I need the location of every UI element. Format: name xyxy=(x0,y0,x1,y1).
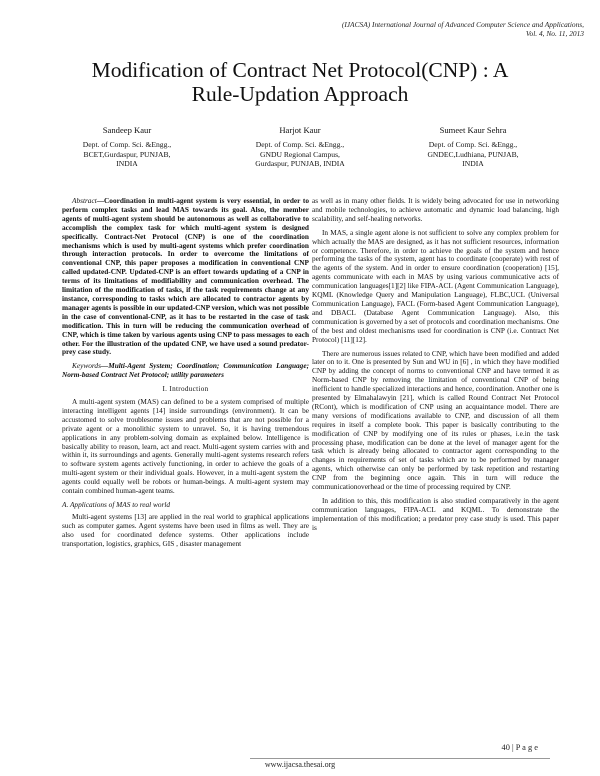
body-paragraph: In MAS, a single agent alone is not sufficient to solve any complex problem for which actually the MAS are designed, as it has not sufficient resources, information or competence. Therefore, in order to achieve the goals of the system and hence performing the tasks of the system, agent has to coordinate (cooperate) with rest of the agents of the system. And in order to ensure coordination (cooperation) [15], agents communicate with each in MAS by using various communicative acts of communication languages[1][2] like FIPA-ACL (Agent Communication Language), KQML (Knowledge Query and Manipulation Language), FLBC,UCL (Universal Communication Language), FACL (Form-based Agent Communication Language), and DBACL (Database Agent Communication Language). Also, this communication is governed by a set of protocols and coordination mechanisms. One of the best and oldest mechanisms used for coordination is CNP (i.e. Contract Net Protocol) [11][12]. xyxy=(312,227,559,344)
title-line-1: Modification of Contract Net Protocol(CNP) : A xyxy=(91,58,509,82)
page-number: 40 | P a g e xyxy=(501,743,538,752)
author-affiliation: GNDU Regional Campus, xyxy=(260,149,340,159)
section-heading-introduction: I. Introduction xyxy=(162,385,209,394)
author-affiliation: GNDEC,Ludhiana, PUNJAB, xyxy=(427,149,519,159)
applications-paragraph: Multi-agent systems [13] are applied in the real world to graphical applications such as computer games. Agent systems have been used in films as well. They are also used for coordinated defence systems. Other applications include transportation, logistics, graphics, GIS , disaster management xyxy=(62,511,309,548)
author-affiliation: Gurdaspur, PUNJAB, INDIA xyxy=(255,159,345,169)
journal-volume: Vol. 4, No. 11, 2013 xyxy=(525,29,584,38)
author-affiliation: Dept. of Comp. Sci. &Engg., xyxy=(255,139,345,149)
body-paragraph: There are numerous issues related to CNP, which have been modified and added later on to it. One is presented by Sun and WU in [6] , in which they have modified CNP by adding the concept of norms to conventional CNP and have termed it as Norm-based CNP by removing the limitation of conventional CNP of being inefficient to handle specialized interactions and hence, coordination. Another one is presented by Elmahalawyin [21], which is called Round Contract Net Protocol (RCont), which is modification of CNP using an acquaintance model. There are many versions of modifications available to CNP, and discussion of all them requires in itself a complete book. This paper is basically contributing to the modification of CNP by modifying one of its rules or phases, i.e.in the task processing phase, modification can be done at the level of manager agent for the task which is already being allocated to contractor agent corresponding to the changes in requirements of set of tasks which are to be performed by manager agents, which otherwise can only be performed by task repetition and restarting CNP from the beginning once again. This in turn will reduce the communicationoverhead or the time of processing required by CNP. xyxy=(312,348,559,492)
footer-url: www.ijacsa.thesai.org xyxy=(264,760,336,769)
keywords xyxy=(62,362,309,380)
intro-paragraph: A multi-agent system (MAS) can defined to be a system comprised of multiple interacting intelligent agents [14] inside surroundings (environment). It can be accustomed to solve troublesome issues and problems that are not possible for a private agent or a monolithic system to unravel. So, it is having tremendous applications in any problem-solving domain as explained below. Intelligence is basically ability to reason, learn, act and react. Multi-agent system carries with and within it, its surroundings and agents. Generally multi-agent systems research refers to software system agents actively functioning, in order to achieve the goals of a multi-agent system or their individual goals. However, in a multi-agent system the agents could equally well be robots or human-beings. A multi-agent system may contain combined human-agent teams. xyxy=(62,397,309,496)
keywords-text: —Multi-Agent System; Coordination; Communication Language; Norm-based Contract Net Protocol; utility parameters xyxy=(62,361,309,380)
abstract-text: —Coordination in multi-agent system is very essential, in order to perform complex tasks and lead MAS towards its goal. Also, the member agents of multi-agent system should be autonomous as well as collaborative to accomplish the complex task for which multi-agent system is designed specifically. Contract-Net Protocol (CNP) is one of the coordination mechanisms which is used by multi-agent systems which prefer coordination through interaction protocols. In order to overcome the limitations of conventional CNP, this paper proposes a modification in conventional CNP called updated-CNP. Updated-CNP is an effort towards updating of a CNP in terms of its limitations of modifiability and communication overhead. The limitation of the modification of tasks, if the task requirements change at any instance, corresponding to tasks which are allocated to contractor agents by manager agents is possible in our updated-CNP version, which was not possible in the case of conventional-CNP, as it has to be restarted in the case of task modification. This in turn will be reducing the communication overhead of CNP, which is time taken by various agents using CNP to pass messages to each other. For the illustration of the updated CNP, we have used a sound predator-prey case study. xyxy=(62,196,309,357)
author-2 xyxy=(213,126,387,169)
body-paragraph: as well as in many other fields. It is widely being advocated for use in networking and mobile technologies, to achieve automatic and dynamic load balancing, high scalability, and self-healing networks. xyxy=(312,196,559,223)
author-3 xyxy=(386,126,560,169)
subsection-heading-applications: A. Applications of MAS to real world xyxy=(62,500,171,509)
author-affiliation: INDIA xyxy=(116,159,138,169)
footer-divider xyxy=(250,758,550,759)
keywords-label: Keywords xyxy=(72,361,101,371)
journal-header xyxy=(204,20,584,38)
author-affiliation: Dept. of Comp. Sci. &Engg., xyxy=(428,139,518,149)
abstract-label: Abstract xyxy=(72,196,97,205)
journal-name: (IJACSA) International Journal of Advanced Computer Science and Applications, xyxy=(341,20,584,29)
abstract xyxy=(62,197,309,357)
author-affiliation: Dept. of Comp. Sci. &Engg., xyxy=(82,139,172,149)
author-name: Sandeep Kaur xyxy=(102,125,152,135)
author-1 xyxy=(40,126,214,169)
author-name: Sumeet Kaur Sehra xyxy=(439,125,507,135)
body-paragraph: In addition to this, this modification is also studied comparatively in the agent communication languages, FIPA-ACL and KQML. To demonstrate the implementation of this modification; a predator prey case study is used. This paper is xyxy=(312,496,559,532)
author-affiliation: INDIA xyxy=(462,159,484,169)
left-column xyxy=(62,197,309,554)
title-line-2: Rule-Updation Approach xyxy=(191,82,409,106)
author-name: Harjot Kaur xyxy=(279,125,321,135)
author-affiliation: BCET,Gurdaspur, PUNJAB, xyxy=(83,149,171,159)
right-column xyxy=(312,197,559,538)
author-block xyxy=(40,126,560,186)
paper-title xyxy=(40,58,560,106)
